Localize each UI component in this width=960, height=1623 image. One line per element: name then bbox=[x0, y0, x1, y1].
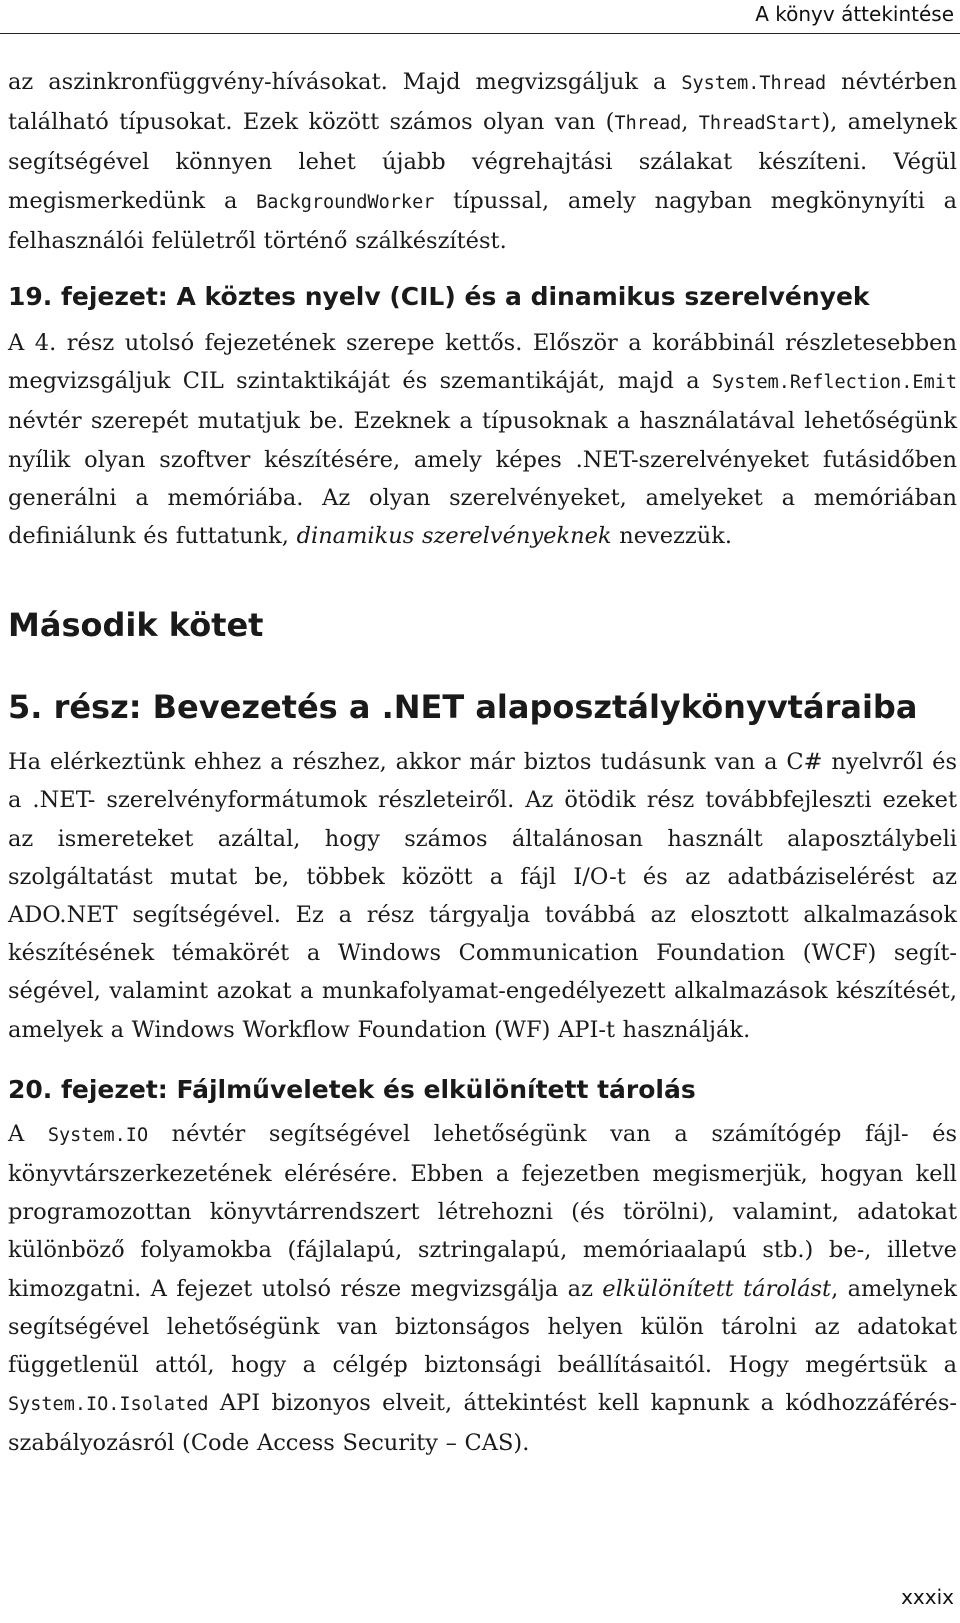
chapter-19-heading: 19. fejezet: A köztes nyelv (CIL) és a dinamikus szerelvények bbox=[8, 282, 870, 312]
text-run: A bbox=[8, 1120, 48, 1147]
inline-code: ThreadStart bbox=[698, 113, 822, 135]
page-content bbox=[8, 63, 957, 1463]
inline-code: System.IO bbox=[47, 1124, 149, 1146]
text-run: ), amelynek segítségével könnyen lehet újabb végrehajtási szálakat készíteni. Végül megismerkedünk a bbox=[8, 109, 957, 214]
paragraph-part-5 bbox=[8, 743, 957, 1049]
header-rule bbox=[0, 33, 960, 34]
text-run: , amelynek segítségével lehetőségünk van biztonságos helyen külön tárolni az adatokat függetlenül attól, hogy a célgép biztonsági beállításaitól. Hogy megértsük a bbox=[8, 1275, 957, 1379]
text-run: típussal, amely nagyban megkönynyíti a felhasználói felületről történő szálkészítést. bbox=[8, 187, 957, 254]
text-run: API bizonyos elveit, áttekintést kell kapnunk a kódhozzáférés-szabályozásról (Code Access Security – CAS). bbox=[8, 1390, 957, 1457]
emphasized-term: dinamikus szerelvényeknek bbox=[296, 523, 612, 550]
text-run: névtér szerepét mutatjuk be. Ezeknek a típusoknak a használatával lehetőségünk nyílik olyan szoftver készítésére, amely képes .NET-szerelvényeket futásidőben generálni a memóriába. Az olyan szerelvényeket, amelyeket a memóriában definiálunk és futtatunk, bbox=[8, 408, 957, 550]
chapter-20-heading: 20. fejezet: Fájlműveletek és elkülönített tárolás bbox=[8, 1074, 696, 1104]
inline-code: System.IO.Isolated bbox=[8, 1394, 209, 1416]
paragraph-file-io bbox=[8, 1115, 957, 1463]
text-run: nevezzük. bbox=[611, 523, 733, 550]
running-header: A könyv áttekintése bbox=[755, 2, 954, 26]
part-5-heading: 5. rész: Bevezetés a .NET alaposztálykönyvtáraiba bbox=[8, 688, 918, 727]
inline-code: System.Reflection.Emit bbox=[711, 372, 957, 394]
paragraph-cil bbox=[8, 324, 957, 555]
text-run: , bbox=[681, 109, 699, 136]
inline-code: BackgroundWorker bbox=[256, 191, 435, 213]
text-run: Ha elérkeztünk ehhez a részhez, akkor már biztos tudásunk van a C# nyelvről és a .NET- szerelvényformátumok részleteiről. Az ötödik rész továbbfejleszti ezeket az ismereteket azáltal, hogy számos általánosan használt alaposztálybeli szolgáltatást mutat be, többek között a fájl I/O-t és az adatbáziselérést az ADO.NET segítségével. Ez a rész tárgyalja továbbá az elosztott alkalmazások készítésének témakörét a Windows Communication Foundation (WCF) segítségével, valamint azokat a munkafolyamat-engedélyezett alkalmazások készítését, amelyek a Windows Workflow Foundation (WF) API-t használják. bbox=[8, 749, 957, 1043]
text-run: A 4. rész utolsó fejezetének szerepe kettős. Először a korábbinál részletesebben megvizsgáljuk CIL szintaktikáját és szemantikáját, majd a bbox=[8, 330, 957, 395]
text-run: névtérben található típusokat. Ezek között számos olyan van ( bbox=[8, 69, 957, 136]
paragraph-threading bbox=[8, 63, 957, 260]
inline-code: Thread bbox=[614, 113, 682, 135]
inline-code: System.Thread bbox=[681, 73, 827, 94]
text-run: az aszinkronfüggvény-hívásokat. Majd megvizsgáljuk a bbox=[8, 69, 682, 95]
emphasized-term: elkülönített tárolást bbox=[602, 1275, 832, 1302]
volume-heading: Második kötet bbox=[8, 606, 264, 645]
text-run: névtér segítségével lehetőségünk van a számítógép fájl- és könyvtárszerkezetének elérésére. Ebben a fejezetben megismerjük, hogyan kell programozottan könyvtárrendszert létrehozni (és törölni), valamint, adatokat különböző folyamokba (fájlalapú, sztringalapú, memóriaalapú stb.) be-, illetve kimozgatni. A fejezet utolsó része megvizsgálja az bbox=[8, 1120, 957, 1302]
page-number: xxxix bbox=[901, 1585, 954, 1609]
